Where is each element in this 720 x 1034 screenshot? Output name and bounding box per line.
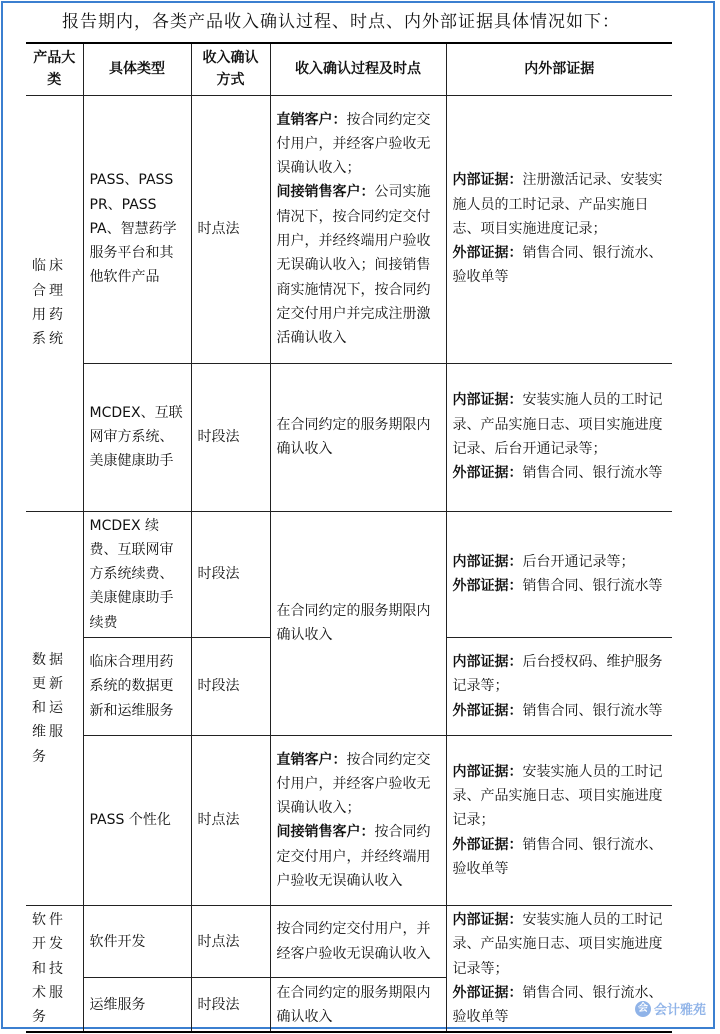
header-type: 具体类型 [83,43,191,95]
process-cell: 按合同约定交付用户，并经客户验收无误确认收入 [270,905,446,978]
revenue-recognition-table [26,42,672,1033]
evidence-cell [446,637,672,735]
evidence-label: 外部证据： [452,578,523,595]
header-method: 收入确认方式 [191,43,270,95]
evidence-text: 注册激活记录、安装实施人员的工时记录、产品实施日志、项目实施进度记录； [452,172,663,237]
type-cell: MCDEX 续费、互联网审方系统续费、美康健康助手续费 [83,511,191,637]
method-cell: 时段法 [191,978,270,1032]
process-cell: 在合同约定的服务期限内确认收入 [270,511,446,735]
process-label: 间接销售客户： [276,824,375,841]
evidence-cell [446,511,672,637]
process-text: 公司实施情况下，按合同约定交付用户，并经终端用户验收无误确认收入；间接销售商实施情况下，按合同约定交付用户并完成注册激活确认收入 [276,184,431,347]
evidence-text: 安装实施人员的工时记录、产品实施日志、项目实施进度记录等； [452,911,663,977]
table-row [26,511,672,637]
method-cell: 时点法 [191,735,270,905]
process-text: 按合同约定交付用户，并经终端用户验收无误确认收入 [276,824,431,890]
category-cell: 临床合理用药系统 [26,95,83,511]
process-text: 按合同约定交付用户，并经客户验收无误确认收入； [276,751,431,817]
type-cell: PASS 个性化 [83,735,191,905]
header-category: 产品大类 [26,43,83,95]
evidence-label: 内部证据： [452,392,523,409]
table-row [26,95,672,363]
watermark-logo [635,999,706,1018]
header-process: 收入确认过程及时点 [270,43,446,95]
evidence-text: 销售合同、银行流水、验收单等 [452,245,663,286]
evidence-text: 安装实施人员的工时记录、产品实施日志、项目实施进度记录； [452,763,663,829]
category-cell: 数据更新和运维服务 [26,511,83,905]
method-cell: 时段法 [191,637,270,735]
evidence-label: 内部证据： [452,654,523,671]
process-text: 按合同约定交付用户，并经客户验收无误确认收入； [276,111,431,177]
type-cell: MCDEX、互联网审方系统、美康健康助手 [83,363,191,511]
evidence-text: 销售合同、银行流水等 [522,702,663,719]
table-row [26,905,672,978]
process-cell: 在合同约定的服务期限内确认收入 [270,978,446,1032]
evidence-label: 内部证据： [452,172,523,189]
evidence-text: 销售合同、银行流水等 [522,465,663,482]
table-row [26,735,672,905]
table-header-row [26,43,672,95]
process-cell [270,735,446,905]
evidence-cell [446,363,672,511]
evidence-label: 外部证据： [452,836,523,853]
process-cell [270,95,446,363]
evidence-label: 外部证据： [452,245,523,262]
evidence-text: 销售合同、银行流水、验收单等 [452,984,663,1026]
watermark-text: 会计雅苑 [653,1003,706,1018]
intro-text: 报告期内，各类产品收入确认过程、时点、内外部证据具体情况如下： [62,12,620,32]
evidence-label: 内部证据： [452,553,523,570]
process-cell: 在合同约定的服务期限内确认收入 [270,363,446,511]
evidence-text: 销售合同、银行流水、验收单等 [452,836,663,877]
type-cell: 临床合理用药系统的数据更新和运维服务 [83,637,191,735]
method-cell: 时段法 [191,363,270,511]
evidence-label: 外部证据： [452,702,523,719]
evidence-label: 外部证据： [452,984,523,1001]
header-evidence: 内外部证据 [446,43,672,95]
method-cell: 时点法 [191,905,270,978]
type-cell: 运维服务 [83,978,191,1032]
type-cell: PASS、PASS PR、PASS PA、智慧药学服务平台和其他软件产品 [83,95,191,363]
method-cell: 时点法 [191,95,270,363]
type-cell: 软件开发 [83,905,191,978]
watermark-badge-icon: 会 [635,1001,651,1017]
evidence-label: 内部证据： [452,763,523,780]
process-label: 直销客户： [276,751,347,768]
evidence-cell [446,95,672,363]
process-label: 间接销售客户： [276,184,375,201]
category-cell: 软件开发和技术服务 [26,905,83,1032]
evidence-text: 后台授权码、维护服务记录等； [452,654,663,695]
evidence-label: 外部证据： [452,465,523,482]
process-label: 直销客户： [276,111,347,128]
evidence-label: 内部证据： [452,911,523,928]
evidence-text: 安装实施人员的工时记录、产品实施日志、项目实施进度记录、后台开通记录等； [452,392,663,457]
evidence-cell [446,735,672,905]
method-cell: 时段法 [191,511,270,637]
evidence-text: 销售合同、银行流水等 [522,578,663,595]
evidence-text: 后台开通记录等； [522,553,635,570]
table-row [26,363,672,511]
